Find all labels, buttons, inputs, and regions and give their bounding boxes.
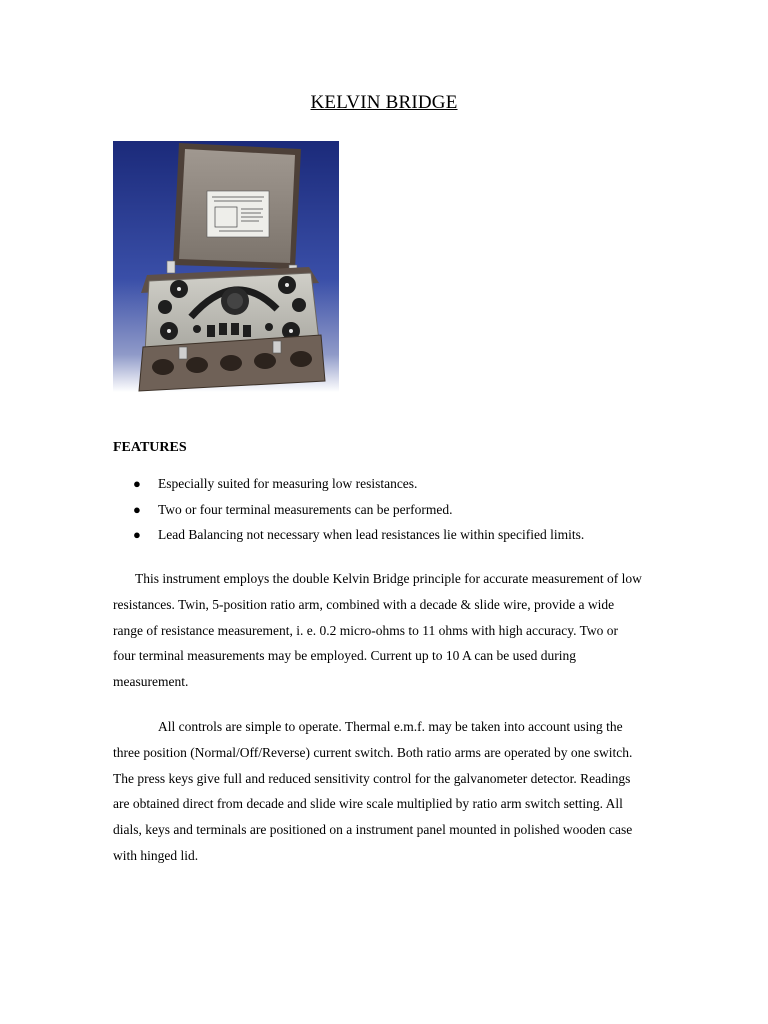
list-item: ● Lead Balancing not necessary when lead resistances lie within specified limits. bbox=[113, 525, 584, 551]
list-item: ● Especially suited for measuring low resistances. bbox=[113, 474, 584, 500]
features-list bbox=[113, 474, 584, 551]
document-title: KELVIN BRIDGE bbox=[310, 92, 458, 113]
features-heading: FEATURES bbox=[113, 440, 187, 455]
body-paragraph: All controls are simple to operate. Thermal e.m.f. may be taken into account using the three position (Normal/Off/Reverse) current switch. Both ratio arms are operated by one switch. The press keys give full and reduced sensitivity control for the galvanometer detector. Readings are obtained direct from decade and slide wire scale multiplied by ratio arm switch setting. All dials, keys and terminals are positioned on a instrument panel mounted in polished wooden case with hinged lid. bbox=[113, 719, 633, 863]
list-item: ● Two or four terminal measurements can be performed. bbox=[113, 500, 584, 526]
bullet-icon: ● bbox=[133, 527, 141, 542]
bullet-icon: ● bbox=[133, 476, 141, 491]
body-paragraph: This instrument employs the double Kelvin Bridge principle for accurate measurement of low resistances. Twin, 5-position ratio arm, combined with a decade & slide wire, provide a wide range of resistance measurement, i. e. 0.2 micro-ohms to 11 ohms with high accuracy. Two or four terminal measurements may be employed. Current up to 10 A can be used during measurement. bbox=[113, 571, 642, 690]
bullet-icon: ● bbox=[133, 501, 141, 517]
instrument-photo bbox=[113, 141, 339, 392]
